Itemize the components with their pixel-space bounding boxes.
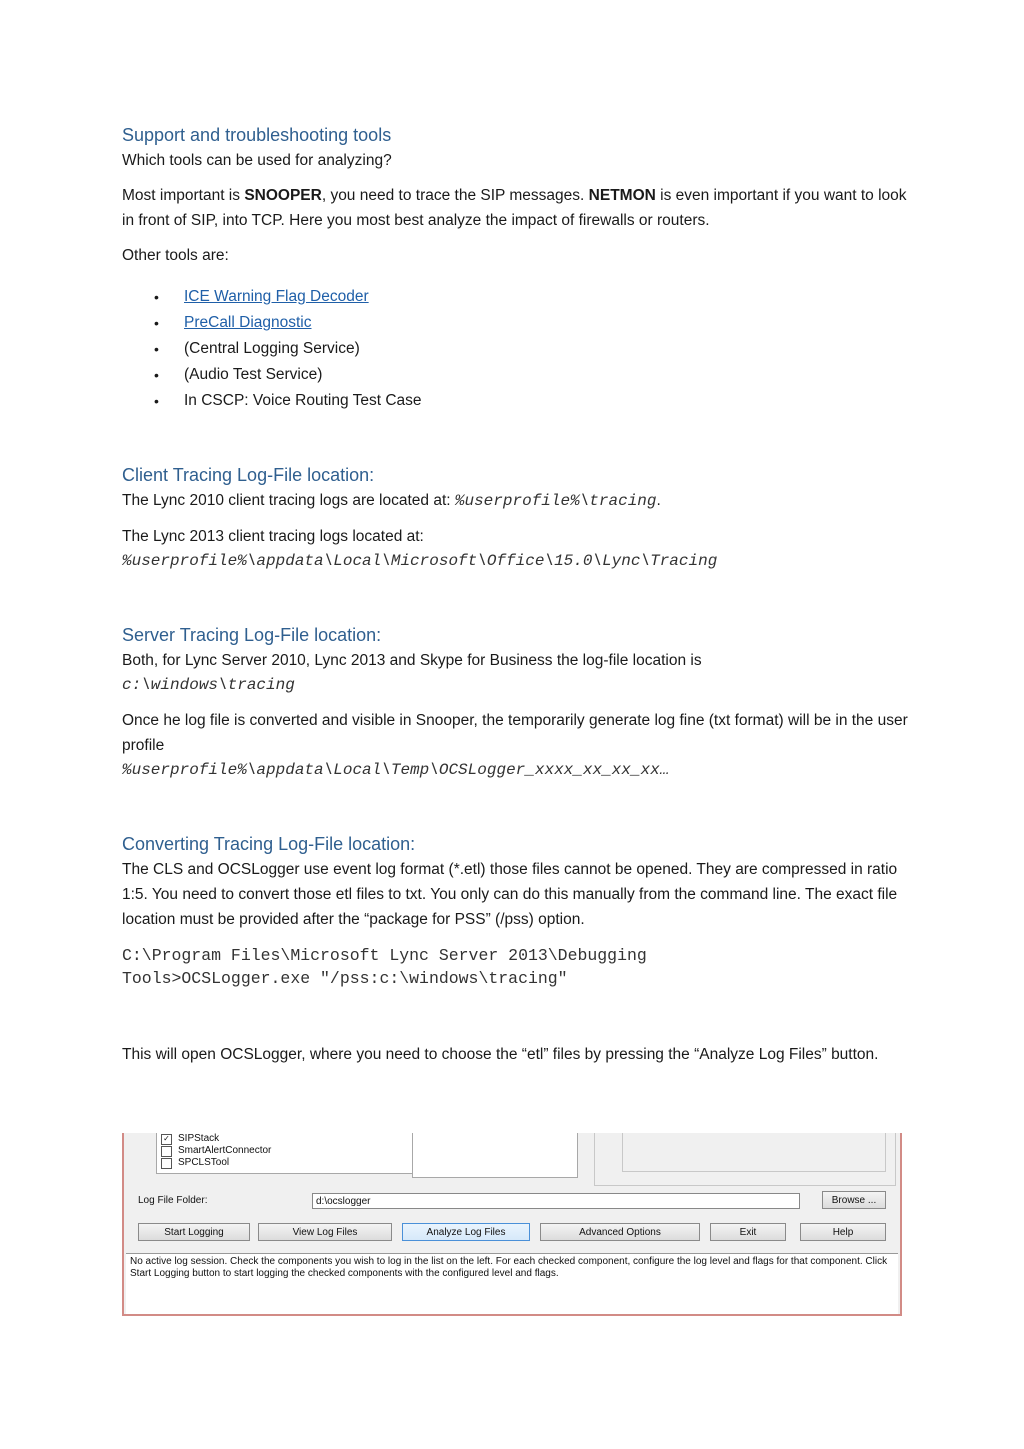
bullet-icon: • xyxy=(154,393,159,409)
component-label: SPCLSTool xyxy=(178,1157,230,1168)
flags-list-panel xyxy=(622,1133,886,1172)
log-folder-input[interactable]: d:\ocslogger xyxy=(312,1193,800,1209)
checkbox[interactable]: ✓ xyxy=(161,1134,172,1145)
component-row[interactable] xyxy=(157,1157,427,1169)
paragraph-snooper-temp: Once he log file is converted and visible in Snooper, the temporarily generate log fine (txt format) will be in the user profile xyxy=(122,712,908,754)
ocslogger-screenshot xyxy=(122,1133,902,1316)
component-label: SmartAlertConnector xyxy=(178,1145,272,1156)
paragraph-analyze-log-files: This will open OCSLogger, where you need to choose the “etl” files by pressing the “Analyze Log Files” button. xyxy=(122,1046,879,1063)
component-label: SIPStack xyxy=(178,1133,220,1144)
paragraph-etl-format: The CLS and OCSLogger use event log format (*.etl) those files cannot be opened. They are compressed in ratio 1:5. You need to convert those etl files to txt. You only can do this manually from the command line. The exact file location must be provided after the “package for PSS” (/pss) option. xyxy=(122,861,898,928)
checkbox[interactable] xyxy=(161,1158,172,1169)
checkbox[interactable] xyxy=(161,1146,172,1157)
level-list-panel xyxy=(412,1133,578,1178)
section-heading-converting: Converting Tracing Log-File location: xyxy=(122,834,416,854)
section-heading-client-tracing: Client Tracing Log-File location: xyxy=(122,465,375,485)
link-precall-diagnostic[interactable]: PreCall Diagnostic xyxy=(184,314,312,331)
code-line: C:\Program Files\Microsoft Lync Server 2013\Debugging xyxy=(122,946,647,965)
code-line: Tools>OCSLogger.exe "/pss:c:\windows\tracing" xyxy=(122,969,568,988)
list-item xyxy=(122,336,912,362)
path-server-tracing: c:\windows\tracing xyxy=(122,676,295,694)
list-item xyxy=(122,310,912,336)
bullet-icon: • xyxy=(154,315,159,331)
paragraph-snooper-netmon xyxy=(122,183,912,233)
analyze-log-files-button[interactable]: Analyze Log Files xyxy=(402,1223,530,1241)
netmon-bold: NETMON xyxy=(588,187,656,204)
text-fragment: , you need to trace the SIP messages. xyxy=(321,187,589,204)
component-row[interactable] xyxy=(157,1133,427,1145)
path-lync-2013: %userprofile%\appdata\Local\Microsoft\Office\15.0\Lync\Tracing xyxy=(122,552,718,570)
view-log-files-button[interactable]: View Log Files xyxy=(258,1223,392,1241)
list-item-text: (Central Logging Service) xyxy=(184,340,360,357)
list-item xyxy=(122,388,912,414)
section-heading-support-tools: Support and troubleshooting tools xyxy=(122,125,392,145)
help-button[interactable]: Help xyxy=(800,1223,886,1241)
text-fragment: is even important if you want to look in front of SIP, into TCP. Here you most best analyze the impact of firewalls or routers. xyxy=(122,187,907,229)
snooper-bold: SNOOPER xyxy=(244,187,322,204)
list-item-text: (Audio Test Service) xyxy=(184,366,323,383)
bullet-icon: • xyxy=(154,289,159,305)
component-row[interactable] xyxy=(157,1145,427,1157)
bullet-icon: • xyxy=(154,367,159,383)
paragraph-lync-2010 xyxy=(122,488,912,514)
section-heading-server-tracing: Server Tracing Log-File location: xyxy=(122,625,382,645)
list-item xyxy=(122,284,912,310)
paragraph-lync-2013: The Lync 2013 client tracing logs located at: xyxy=(122,528,424,545)
tools-list xyxy=(122,284,912,414)
exit-button[interactable]: Exit xyxy=(710,1223,786,1241)
status-message: No active log session. Check the components you wish to log in the list on the left. For each checked component, configure the log level and flags for that component. Click Start Logging button to start logging the checked components with the configured level and flags. xyxy=(126,1253,898,1315)
path-lync-2010: %userprofile%\tracing xyxy=(454,492,657,510)
start-logging-button[interactable]: Start Logging xyxy=(138,1223,250,1241)
text-fragment: The Lync 2010 client tracing logs are located at: xyxy=(122,492,455,509)
text-fragment: . xyxy=(656,492,661,509)
document-content xyxy=(122,122,912,1067)
code-block xyxy=(122,944,912,990)
list-item xyxy=(122,362,912,388)
components-list xyxy=(156,1133,428,1174)
bullet-icon: • xyxy=(154,341,159,357)
question-text: Which tools can be used for analyzing? xyxy=(122,152,392,169)
browse-button[interactable]: Browse ... xyxy=(822,1191,886,1209)
paragraph-server-location: Both, for Lync Server 2010, Lync 2013 and Skype for Business the log-file location is xyxy=(122,652,702,669)
advanced-options-button[interactable]: Advanced Options xyxy=(540,1223,700,1241)
text-fragment: Most important is xyxy=(122,187,245,204)
log-folder-label: Log File Folder: xyxy=(138,1195,208,1206)
link-ice-warning-flag-decoder[interactable]: ICE Warning Flag Decoder xyxy=(184,288,369,305)
list-item-text: In CSCP: Voice Routing Test Case xyxy=(184,392,422,409)
other-tools-label: Other tools are: xyxy=(122,247,229,264)
path-temp-logger: %userprofile%\appdata\Local\Temp\OCSLogger_xxxx_xx_xx_xx… xyxy=(122,761,670,779)
